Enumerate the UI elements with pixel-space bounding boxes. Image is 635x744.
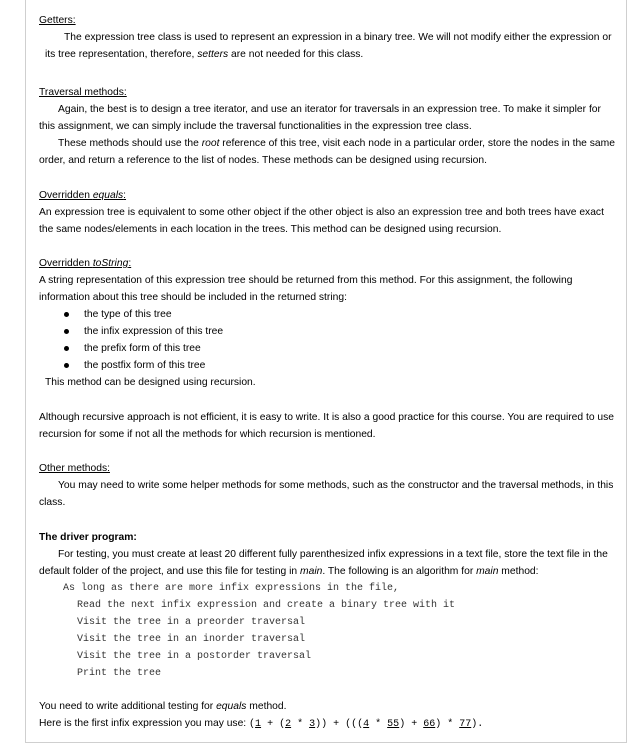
equals-heading: Overridden equals:	[39, 190, 127, 201]
tostring-bullet-list	[39, 306, 619, 374]
traversal-paragraph-1: Again, the best is to design a tree iterator, and use an iterator for traversals in an expression tree. To make it simpler for this assignment, we can simply include the traversal functionalities in the expression tree class.	[39, 104, 601, 132]
driver-paragraph: For testing, you must create at least 20 different fully parenthesized infix expressions in a text file, store the text file in the default folder of the project, and use this file for testing in main. The following is an algorithm for main method:	[39, 549, 608, 577]
driver-footer	[39, 698, 619, 733]
getters-paragraph: The expression tree class is used to represent an expression in a binary tree. We will not modify either the expression or its tree representation, therefore, setters are not needed for this class.	[45, 32, 612, 60]
tostring-recursion-note: This method can be designed using recursion.	[45, 377, 256, 388]
code-line: Visit the tree in a preorder traversal	[77, 617, 306, 628]
tostring-paragraph: A string representation of this expression tree should be returned from this method. For this assignment, the following information about this tree should be included in the returned string:	[39, 275, 573, 303]
equals-section	[39, 187, 619, 238]
other-methods-paragraph: You may need to write some helper methods for some methods, such as the constructor and the traversal methods, in this class.	[39, 480, 614, 508]
code-line: Visit the tree in a postorder traversal	[77, 651, 312, 662]
infix-expression: (1 + (2 * 3)) + (((4 * 55) + 66) * 77).	[249, 719, 484, 730]
list-item: the prefix form of this tree	[64, 340, 619, 357]
driver-heading: The driver program:	[39, 532, 137, 543]
code-line: Print the tree	[77, 668, 162, 679]
list-item: the type of this tree	[64, 306, 619, 323]
equals-testing-note: You need to write additional testing for equals method.	[39, 701, 287, 712]
other-methods-section	[39, 460, 619, 511]
tostring-heading: Overridden toString:	[39, 258, 132, 269]
traversal-heading: Traversal methods:	[39, 87, 127, 98]
first-infix-expression-line: Here is the first infix expression you may use: (1 + (2 * 3)) + (((4 * 55) + 66) * 77).	[39, 718, 484, 730]
code-line: Visit the tree in an inorder traversal	[77, 634, 306, 645]
recursion-note-section	[39, 409, 619, 443]
algorithm-code-block	[39, 580, 619, 682]
list-item: the postfix form of this tree	[64, 357, 619, 374]
traversal-paragraph-2: These methods should use the root reference of this tree, visit each node in a particular order, store the nodes in the same order, and return a reference to the list of nodes. These methods can be designed using recursion.	[39, 138, 615, 166]
traversal-section	[39, 84, 619, 169]
equals-paragraph: An expression tree is equivalent to some other object if the other object is also an expression tree and both trees have exact the same nodes/elements in each location in the trees. This method can be designed using recursion.	[39, 207, 604, 235]
other-methods-heading: Other methods:	[39, 463, 110, 474]
tostring-section	[39, 255, 619, 391]
list-item: the infix expression of this tree	[64, 323, 619, 340]
recursion-note: Although recursive approach is not efficient, it is easy to write. It is also a good practice for this course. You are required to use recursion for some if not all the methods for which recursion is mentioned.	[39, 412, 615, 440]
driver-section	[39, 529, 619, 682]
getters-heading: Getters:	[39, 15, 76, 26]
code-line: Read the next infix expression and create a binary tree with it	[77, 600, 456, 611]
code-line: As long as there are more infix expressions in the file,	[63, 583, 400, 594]
getters-section	[39, 12, 619, 63]
